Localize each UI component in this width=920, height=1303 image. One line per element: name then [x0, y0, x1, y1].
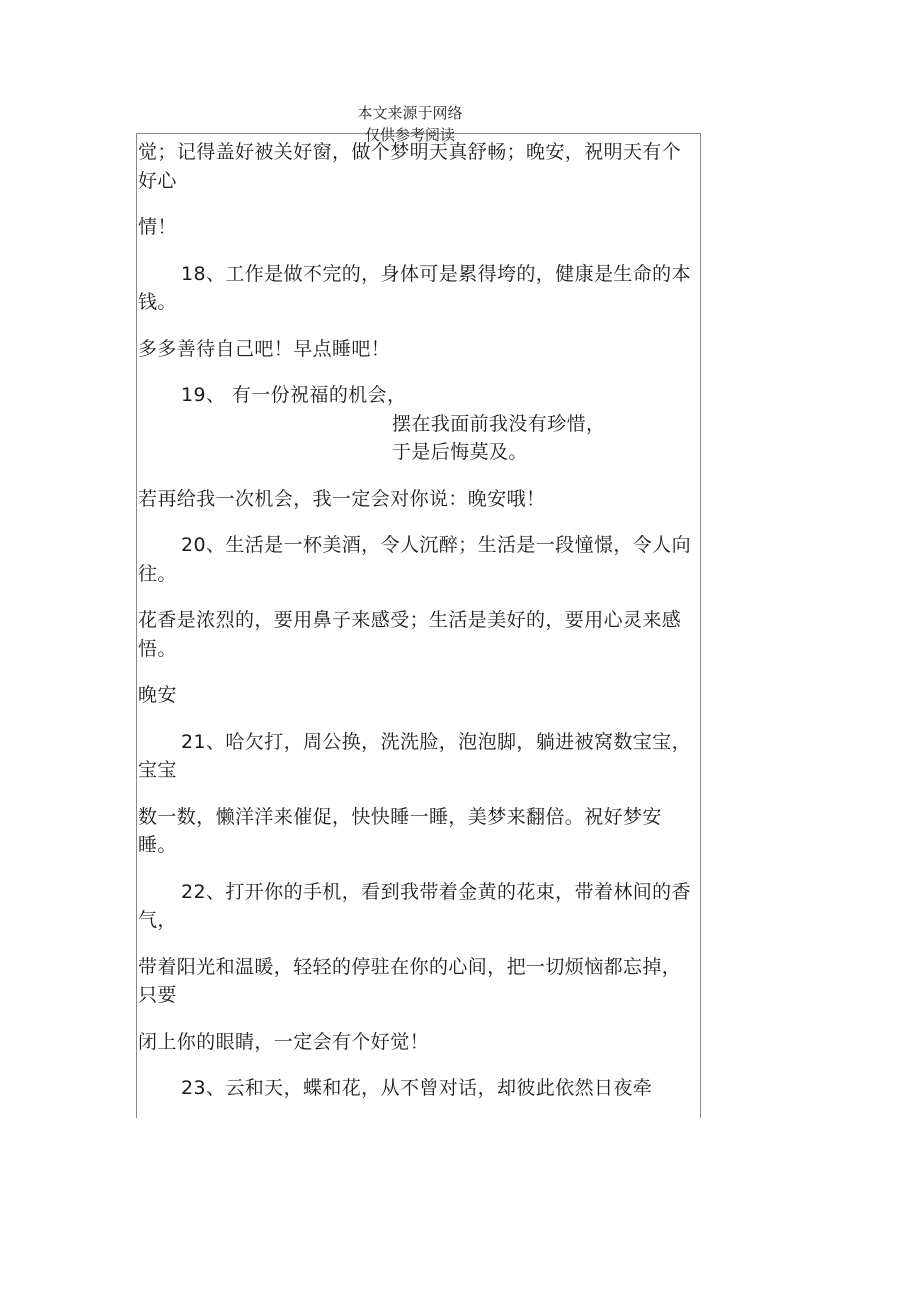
paragraph-item-23: 23、云和天，蝶和花，从不曾对话，却彼此依然日夜牵: [181, 1077, 653, 1099]
item-19-line-2: 摆在我面前我没有珍惜，: [392, 412, 606, 435]
watermark: [340, 102, 480, 146]
paragraph: 闭上你的眼睛，一定会有个好觉！: [138, 1030, 430, 1053]
paragraph-item-22: 22、打开你的手机，看到我带着金黄的花束，带着林间的香气，: [138, 880, 691, 931]
paragraph: 数一数，懒洋洋来催促，快快睡一睡，美梦来翻倍。祝好梦安睡。: [138, 805, 662, 856]
paragraph: 若再给我一次机会，我一定会对你说：晚安哦！: [138, 487, 546, 510]
paragraph: 多多善待自己吧！早点睡吧！: [138, 337, 391, 360]
paragraph-item-20: 20、生活是一杯美酒，令人沉醉；生活是一段憧憬，令人向往。: [138, 534, 691, 585]
paragraph: 带着阳光和温暖，轻轻的停驻在你的心间，把一切烦恼都忘掉，只要: [138, 955, 682, 1006]
paragraph: 情！: [138, 216, 177, 238]
item-19-line-1: 19、 有一份祝福的机会，: [181, 384, 407, 406]
paragraph: 觉；记得盖好被关好窗，做个梦明天真舒畅；晚安，祝明天有个好心: [138, 141, 682, 192]
watermark-line-1: 本文来源于网络: [357, 104, 463, 122]
item-19-line-3: 于是后悔莫及。: [392, 441, 528, 463]
paragraph-item-21: 21、哈欠打，周公换，洗洗脸，泡泡脚，躺进被窝数宝宝，宝宝: [138, 730, 691, 781]
paragraph: 晚安: [138, 684, 177, 706]
paragraph: 花香是浓烈的，要用鼻子来感受；生活是美好的，要用心灵来感悟。: [138, 609, 682, 660]
watermark-line-2: 仅供参考阅读: [364, 126, 455, 144]
content-frame: [136, 133, 701, 1118]
paragraph-item-18: 18、工作是做不完的，身体可是累得垮的，健康是生命的本钱。: [138, 262, 691, 313]
